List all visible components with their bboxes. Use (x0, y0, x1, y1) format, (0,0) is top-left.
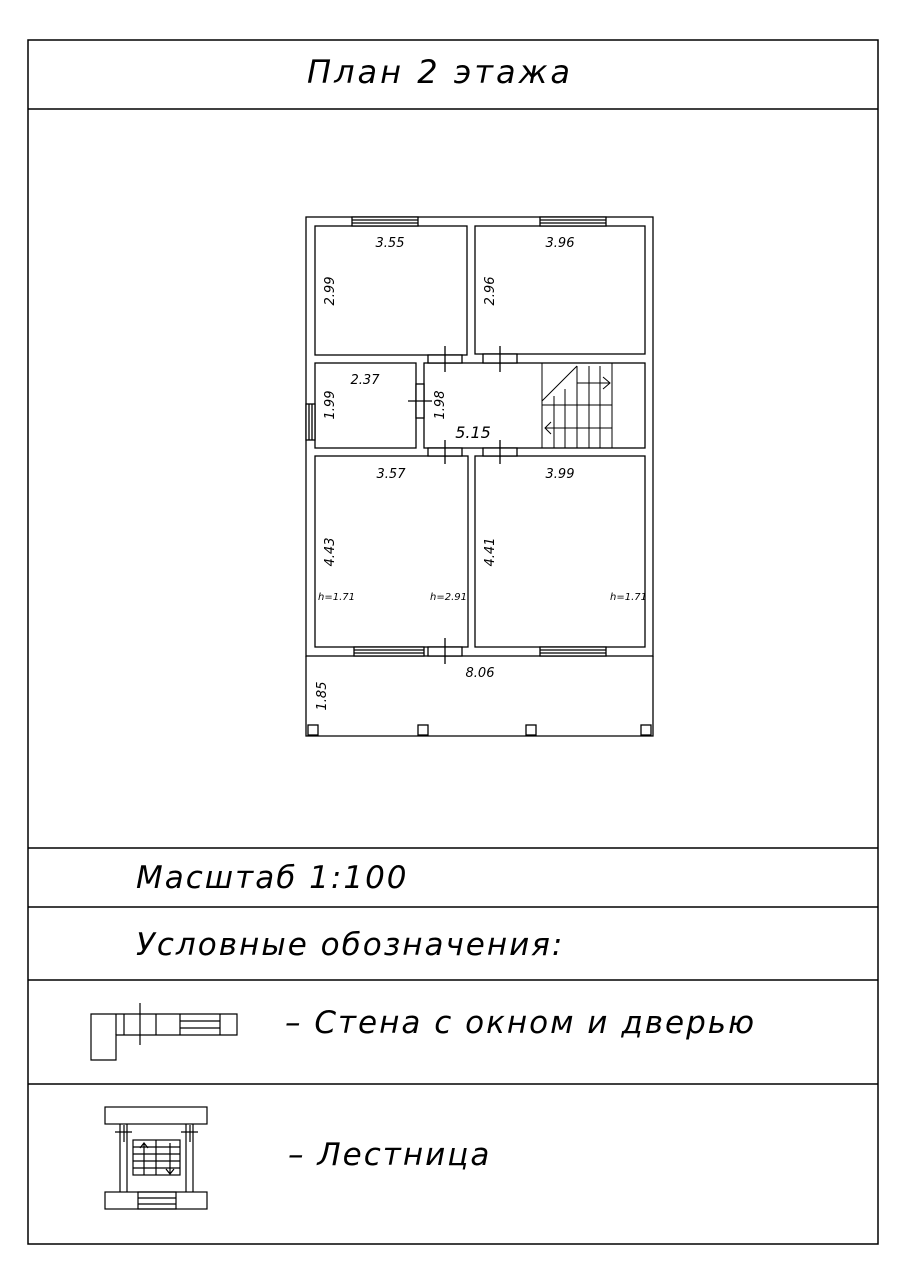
window (306, 404, 315, 440)
height-mark: h=2.91 (430, 592, 467, 603)
window (352, 217, 418, 226)
terrace-post (308, 725, 318, 735)
door (483, 346, 517, 372)
sheet-frame (28, 40, 878, 1244)
terrace-post (641, 725, 651, 735)
window (540, 647, 606, 656)
room-ne-width: 3.96 (545, 236, 575, 251)
room-small-depth: 1.99 (323, 390, 338, 420)
door (428, 638, 462, 664)
door (428, 346, 462, 372)
terrace-width: 8.06 (465, 666, 495, 681)
legend-heading: Условные обозначения: (136, 927, 565, 963)
room-sw-depth: 4.43 (323, 537, 338, 567)
room-se-outline (475, 456, 645, 647)
door (408, 384, 432, 418)
floor-plan (306, 217, 653, 736)
terrace-post (526, 725, 536, 735)
door (483, 440, 517, 464)
room-small-width: 2.37 (350, 373, 380, 388)
dimension-labels (315, 236, 647, 710)
window (354, 647, 424, 656)
door (428, 440, 462, 464)
room-sw-width: 3.57 (376, 467, 406, 482)
legend-stairs-label: – Лестница (288, 1137, 492, 1173)
legend-wall-label: – Стена с окном и дверью (285, 1005, 757, 1041)
room-se-depth: 4.41 (483, 537, 498, 567)
sheet-title: План 2 этажа (307, 53, 573, 91)
terrace-post (418, 725, 428, 735)
legend-wall-symbol (91, 1003, 237, 1060)
window (540, 217, 606, 226)
height-mark: h=1.71 (318, 592, 355, 603)
legend-stairs-symbol (105, 1107, 207, 1209)
room-ne-depth: 2.96 (483, 276, 498, 306)
height-mark: h=1.71 (610, 592, 647, 603)
hall-width: 5.15 (455, 423, 491, 442)
room-nw-width: 3.55 (375, 236, 405, 251)
scale-label: Масштаб 1:100 (136, 860, 409, 896)
room-nw-depth: 2.99 (323, 276, 338, 306)
room-se-width: 3.99 (545, 467, 575, 482)
hall-depth: 1.98 (433, 390, 448, 420)
terrace-depth: 1.85 (315, 681, 330, 711)
stairs (542, 363, 612, 448)
